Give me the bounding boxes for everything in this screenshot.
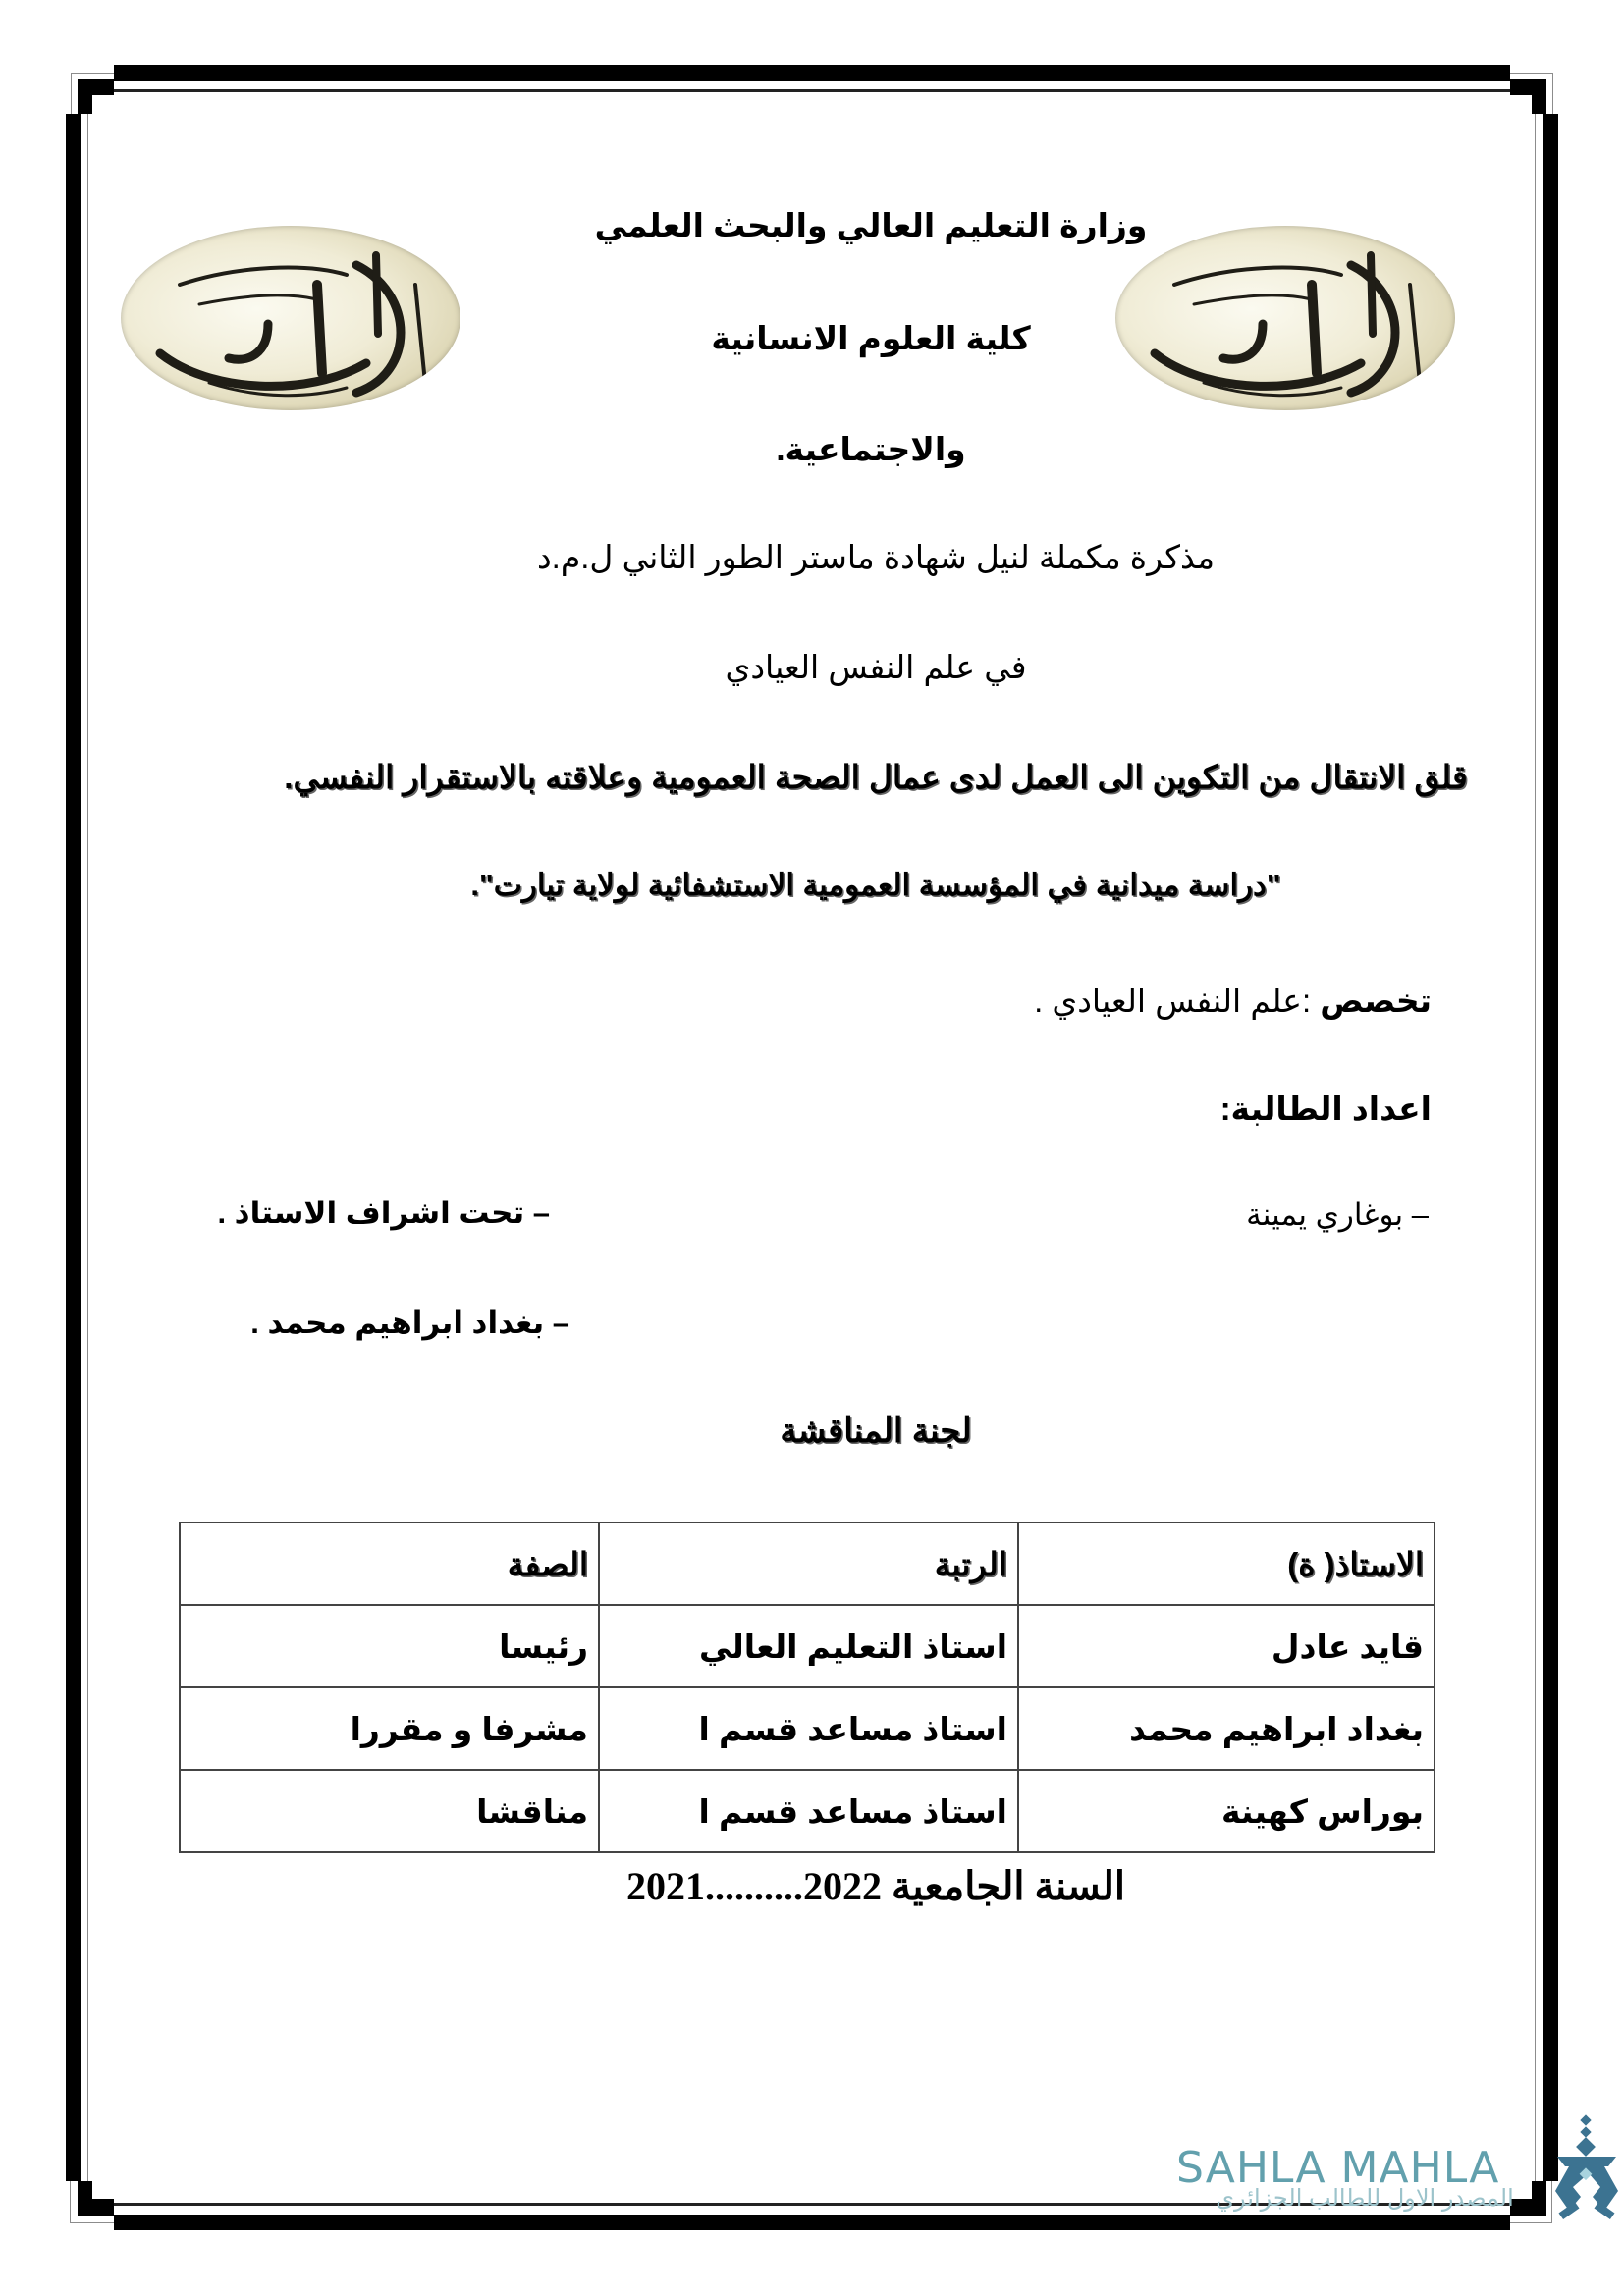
border-corner-block (78, 2199, 114, 2216)
degree-line: مذكرة مكملة لنيل شهادة ماستر الطور الثاني ل.م.د (536, 539, 1216, 575)
thesis-title: قلق الانتقال من التكوين الى العمل لدى عمال الصحة العمومية وعلاقته بالاستقرار النفسي. (284, 759, 1468, 795)
thesis-subtitle: "دراسة ميدانية في المؤسسة العمومية الاستشفائية لولاية تيارت". (470, 868, 1281, 902)
university-logo-right (1115, 226, 1455, 410)
professor-rank: استاذ مساعد قسم ا (599, 1770, 1018, 1852)
professor-role: مشرفا و مقررا (180, 1687, 599, 1770)
professor-rank: استاذ مساعد قسم ا (599, 1687, 1018, 1770)
watermark-subtitle: المصدر الاول للطالب الجزائري (1216, 2185, 1514, 2212)
academic-year (0, 1863, 1624, 1909)
table-row (180, 1687, 1435, 1770)
faculty-title: كلية العلوم الانسانية (711, 320, 1031, 356)
ministry-title: وزارة التعليم العالي والبحث العلمي (594, 207, 1148, 243)
academic-year-value: 2021..........2022 (625, 1864, 882, 1908)
table-row (180, 1605, 1435, 1687)
column-header-rank: الرتبة (599, 1522, 1018, 1605)
academic-year-label: السنة الجامعية (891, 1864, 1126, 1908)
university-logo-left (121, 226, 460, 410)
border-corner-line (1552, 73, 1553, 114)
student-name: – بوغاري يمينة (1246, 1198, 1429, 1232)
professor-role: رئيسا (180, 1605, 599, 1687)
calligraphy-logo-icon (121, 226, 460, 410)
specialization-value: :علم النفس العيادي . (1034, 983, 1312, 1019)
specialization-label: تخصص (1320, 983, 1432, 1019)
sahla-mahla-logo-icon (1549, 2112, 1624, 2222)
student-label: اعداد الطالبة: (1219, 1091, 1432, 1127)
professor-role: مناقشا (180, 1770, 599, 1852)
committee-table (179, 1522, 1435, 1853)
column-header-professor: الاستاذ( ة) (1018, 1522, 1435, 1605)
border-corner-line (70, 2181, 71, 2222)
border-corner-line (70, 2222, 114, 2223)
specialization (1034, 982, 1432, 1020)
border-corner-block (78, 79, 92, 114)
faculty-title-continued: والاجتماعية. (776, 431, 966, 467)
border-corner-line (71, 73, 72, 114)
watermark-title: SAHLA MAHLA (1176, 2143, 1500, 2193)
border-bottom-thick (114, 2215, 1510, 2230)
column-header-role: الصفة (180, 1522, 599, 1605)
table-row (180, 1770, 1435, 1852)
professor-name: بغداد ابراهيم محمد (1018, 1687, 1435, 1770)
calligraphy-logo-icon (1115, 226, 1455, 410)
professor-name: قايد عادل (1018, 1605, 1435, 1687)
supervisor-label: – تحت اشراف الاستاذ . (217, 1196, 550, 1230)
professor-name: بوراس كهينة (1018, 1770, 1435, 1852)
border-corner-line (71, 73, 114, 74)
border-top-thin (114, 89, 1510, 92)
professor-rank: استاذ التعليم العالي (599, 1605, 1018, 1687)
border-corner-line (1510, 73, 1553, 74)
field-line: في علم النفس العيادي (725, 649, 1027, 685)
supervisor-name: – بغداد ابراهيم محمد . (250, 1306, 569, 1340)
table-header-row (180, 1522, 1435, 1605)
border-corner-block (1532, 79, 1546, 114)
border-top-thick (114, 65, 1510, 81)
committee-heading: لجنة المناقشة (780, 1413, 972, 1450)
border-corner-line (1510, 2222, 1552, 2223)
